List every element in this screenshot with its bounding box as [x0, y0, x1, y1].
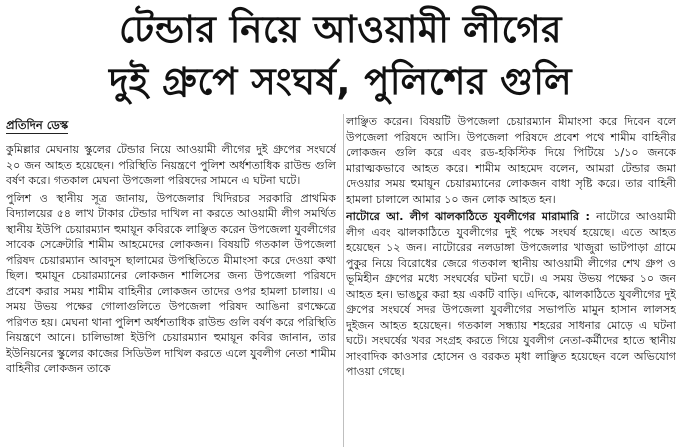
paragraph-4-text: নাটোরে আওয়ামী লীগ এবং ঝালকাঠিতে যুবলীগের দুই পক্ষে সংঘর্ষ হয়েছে। এতে আহত হয়েছেন ১২ জন। নাটোরের নলডাঙ্গা উপজেলার খাজুরা ভাটপাড়া গ্রামে পুকুর নিয়ে বিরোধের জেরে গতকাল স্থানীয় আওয়ামী লীগের শেখ গ্রুপ ও ভূমিহীন গ্রুপের মধ্যে সংঘর্ষের ঘটনা ঘটে। এ সময় উভয় পক্ষের ১০ জন আহত হন। ভাঙচুর করা হয় একটি বাড়ি। এদিকে, ঝালকাঠিতে যুবলীগের দুই গ্রুপের সংঘর্ষে সদর উপজেলা যুবলীগের সভাপতি মামুন হাসান লালসহ দুইজন আহত হয়েছেন। গতকাল সন্ধ্যায় শহরের সাধনার মোড়ে এ ঘটনা ঘটে। সংঘর্ষের খবর সংগ্রহ করতে গিয়ে যুবলীগ নেতা-কর্মীদের হাতে স্থানীয় সাংবাদিক কাওসার হোসেন ও বরকত মৃধা লাঞ্ছিত হয়েছেন বলে অভিযোগ পাওয়া গেছে।	[346, 210, 676, 378]
article-column-left	[6, 114, 336, 447]
byline: প্রতিদিন ডেস্ক	[6, 118, 69, 132]
article-column-right	[346, 114, 676, 447]
column-divider	[343, 114, 344, 447]
paragraph-1: কুমিল্লার মেঘনায় স্কুলের টেন্ডার নিয়ে আওয়ামী লীগের দুই গ্রুপের সংঘর্ষে ২০ জন আহত হয়েছেন। পরিস্থিতি নিয়ন্ত্রণে পুলিশ অর্ধশতাধিক রাউন্ড গুলি বর্ষণ করে। গতকাল মেঘনা উপজেলা পরিষদের সামনে এ ঘটনা ঘটে।	[6, 143, 336, 187]
paragraph-4	[346, 209, 676, 380]
headline-line-1: টেন্ডার নিয়ে আওয়ামী লীগের	[119, 8, 562, 51]
paragraph-3: লাঞ্ছিত করেন। বিষয়টি উপজেলা চেয়ারম্যান মীমাংসা করে দিবেন বলে উপজেলা পরিষদে আসি। উপজেলা পরিষদে প্রবেশ পথে শামীম বাহিনীর লোকজন গুলি করে এবং রড-হকিস্টিক দিয়ে পিটিয়ে ১/১০ জনকে মারাত্মকভাবে আহত করে। শামীম আহমেদ বলেন, আমরা টেন্ডার জমা দেওয়ার সময় হুমায়ূন চেয়ারম্যানের লোকজন বাধা সৃষ্টি করে। তার বাহিনী হামলা চালালে আমার ১০ জন লোক আহত হন।	[346, 115, 676, 206]
article-body	[6, 114, 676, 447]
headline	[0, 0, 681, 108]
subheading: নাটোরে আ. লীগ ঝালকাঠিতে যুবলীগের মারামারি :	[346, 210, 590, 223]
headline-line-2: দুই গ্রুপে সংঘর্ষ, পুলিশের গুলি	[108, 60, 573, 103]
paragraph-2: পুলিশ ও স্থানীয় সূত্র জানায়, উপজেলার খিদিরচর সরকারি প্রাথমিক বিদ্যালয়ের ৫৪ লাখ টাকার টেন্ডার দাখিল না করতে আওয়ামী লীগ সমর্থিত স্থানীয় ইউপি চেয়ারম্যান হুমায়ূন কবিরকে লাঞ্ছিত করেন উপজেলা যুবলীগের সাবেক সেক্রেটারি শামীম আহমেদের লোকজন। বিষয়টি গতকাল উপজেলা পরিষদ চেয়ারম্যান আবদুস ছালামের উপস্থিতিতে মীমাংসা করে দেওয়া কথা ছিল। হুমায়ূন চেয়ারম্যানের লোকজন শালিসের জন্য উপজেলা পরিষদে প্রবেশ করার সময় শামীম বাহিনীর লোকজন তাদের ওপর হামলা চালায়। এ সময় উভয় পক্ষের গোলাগুলিতে উপজেলা পরিষদ আঙিনা রণক্ষেত্রে পরিণত হয়। মেঘনা থানা পুলিশ অর্ধশতাধিক রাউন্ড গুলি বর্ষণ করে পরিস্থিতি নিয়ন্ত্রণে আনে। চালিভাঙ্গা ইউপি চেয়ারম্যান হুমায়ূন কবির জানান, তার ইউনিয়নের স্কুলের কাজের সিডিউল দাখিল করতে এলে যুবলীগ নেতা শামীম বাহিনীর লোকজন তাকে	[6, 191, 336, 375]
